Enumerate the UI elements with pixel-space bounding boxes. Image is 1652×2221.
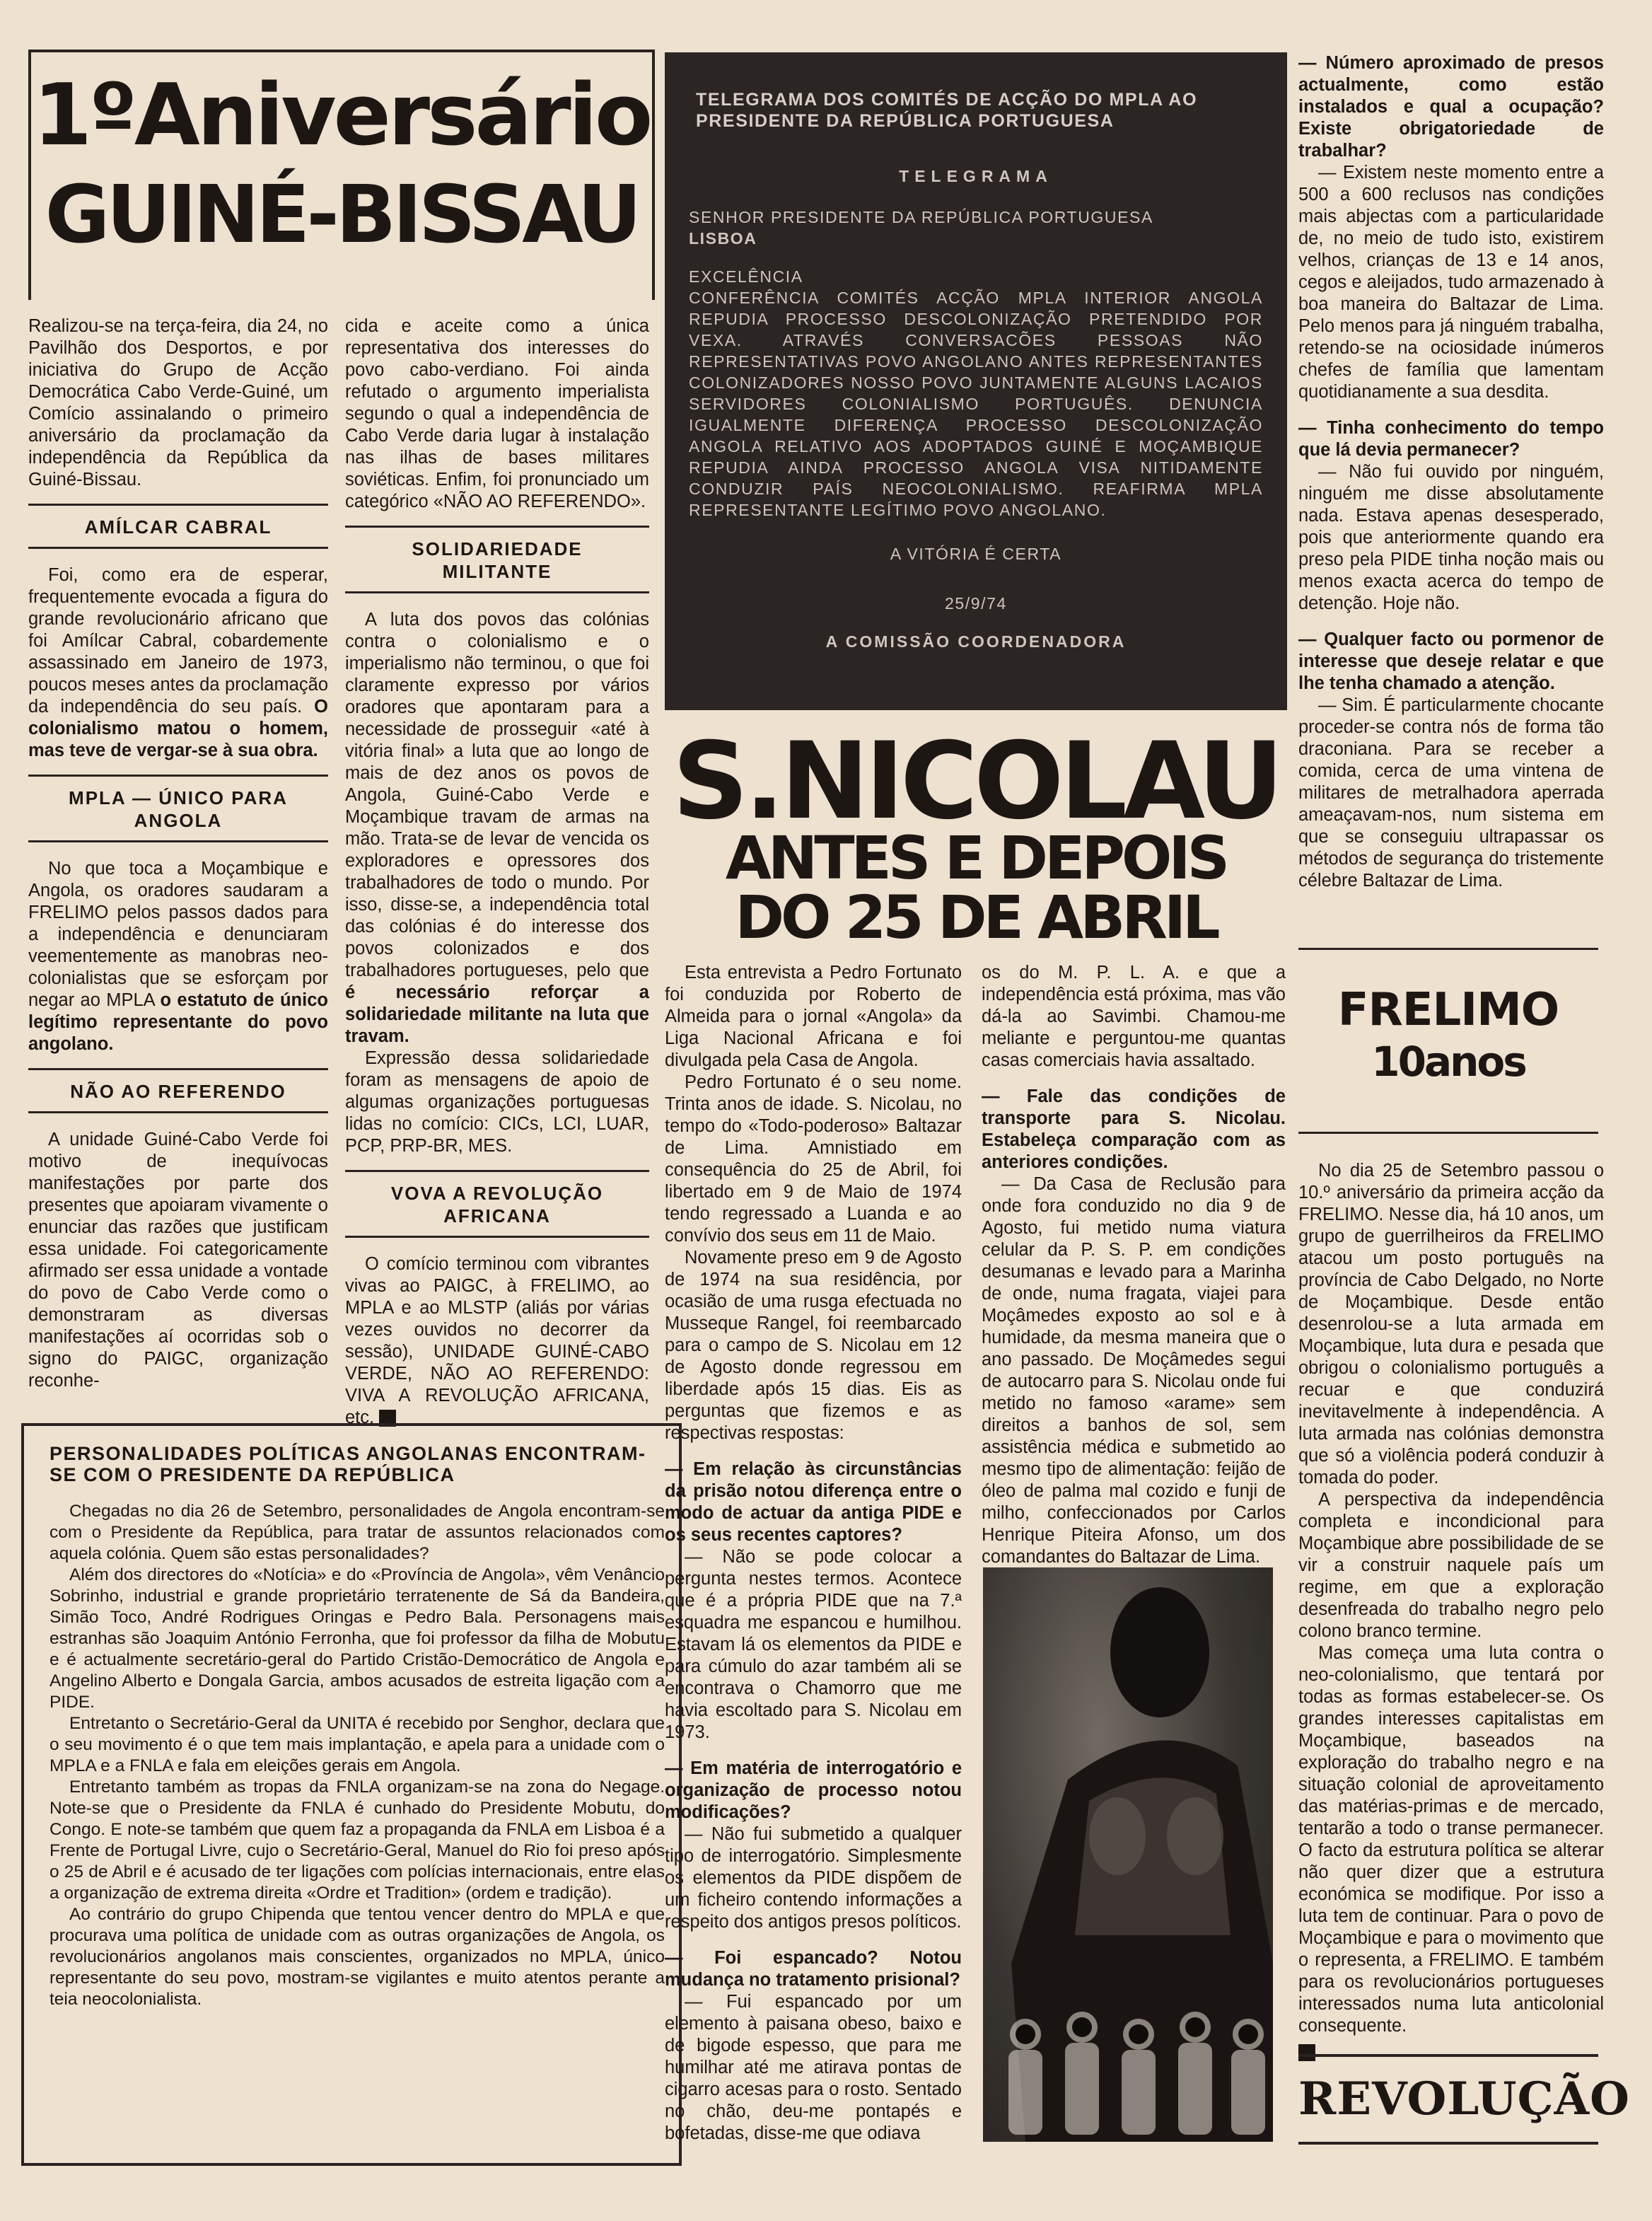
guine-intro: Realizou-se na terça-feira, dia 24, no Pavilhão dos Desportos, e por iniciativa do Grupo de Acção Democrática Cabo Verde-Guiné, um Comício assinalando o primeiro aniversário da proclamação da independência da República da Guiné-Bissau. [28, 316, 328, 489]
nicolau-c1-a3: — Fui espancado por um elemento à paisana obeso, baixo e de bigode espesso, que para me humilhar até me atirava pontas de cigarro acesas para o rosto. Sentado no chão, deu-me pontapés e bofetadas, disse-me que odiava [665, 1992, 962, 2143]
nicolau-c3-a3: — Sim. É particularmente chocante proceder-se contra nós de forma tão draconiana. Para se receber a comida, cerca de uma vintena de militares de metralhadora aperrada ameaçavam-nos, num sistema em que se conseguiu ultrapassar os métodos de segurança do tristemente célebre Baltazar de Lima. [1298, 695, 1604, 891]
guine-sec5-text: O comício terminou com vibrantes vivas ao PAIGC, à FRELIMO, ao MPLA e ao MLSTP (aliás por várias vezes ouvidos no decorrer da sessão), UNIDADE GUINÉ-CABO VERDE, NÃO AO REFERENDO: VIVA A REVOLUÇÃO AFRICANA, etc. [345, 1254, 649, 1427]
nicolau-col2 [982, 962, 1286, 1568]
guine-sec4-text2: Expressão dessa solidariedade foram as mensagens de apoio de algumas organizações portuguesas lidas no comício: CICs, LCI, LUAR, PCP, PRP-BR, MES. [345, 1048, 649, 1156]
guine-sec5-title: VOVA A REVOLUÇÃO AFRICANA [345, 1170, 649, 1238]
frelimo-bottom-rule [1298, 1132, 1598, 1134]
nicolau-c2-q1: — Fale das condições de transporte para S. Nicolau. Estabeleça comparação com as anteriores condições. [982, 1086, 1286, 1172]
telegrama-addressee: SENHOR PRESIDENTE DA REPÚBLICA PORTUGUESA [689, 208, 1153, 226]
personalidades-p4: Entretanto também as tropas da FNLA organizam-se na zona do Negage. Note-se que o Presidente da FNLA é cunhado do Presidente Mobutu, do Congo. E note-se também que quem faz a propaganda da FNLA em Lisboa é a Frente de Portugal Livre, cujo o Secretário-Geral, Manuel do Rio foi preso após o 25 de Abril e é acusado de ter ligações com polícias internacionais, entre elas a organização de extrema direita «Ordre et Tradition» (ordem e tradição). [50, 1778, 665, 1903]
guine-col2 [345, 315, 649, 1429]
nicolau-c2-a1: — Da Casa de Reclusão para onde fora conduzido no dia 9 de Agosto, fui metido numa viatura celular da P. S. P. em condições desumanas e levado para a Marinha de onde, numa fragata, viajei para Moçâmedes exposto ao sol e à humidade, da mesma maneira que o ano passado. De Moçâmedes segui de autocarro para S. Nicolau onde fui metido no famoso «arame» sem direitos a banhos de sol, sem assistência médica e submetido ao mesmo tipo de alimentação: feijão de óleo de palma mal cozido e funji de milho, confeccionados por Carlos Henrique Piteira Afonso, um dos comandantes do Baltazar de Lima. [982, 1174, 1286, 1567]
personalidades-p2: Além dos directores do «Notícia» e do «Província de Angola», vêm Venâncio Sobrinho, industrial e grande proprietário terratenente de Sá da Bandeira, Simão Toco, André Rodrigues Oringas e Pedro Bala. Personagens mais estranhas são Joaquim António Ferronha, que foi professor da filha de Mobutu e é actualmente secretário-geral do Partido Cristão-Democrático de Angola e Angelino Alberto e Dongala Garcia, ambos acusados de estreita ligação com a PIDE. [50, 1565, 665, 1712]
nicolau-c1-p1: Esta entrevista a Pedro Fortunato foi conduzida por Roberto de Almeida para o jornal «Angola» da Liga Nacional Africana e foi divulgada pela Casa de Angola. [665, 963, 962, 1070]
nicolau-c3-a2: — Não fui ouvido por ninguém, ninguém me disse absolutamente nada. Estava apenas desesperado, pois que anteriormente quando era preso pela PIDE tinha noção mais ou menos exacta acerca do tempo de detenção. Hoje não. [1298, 462, 1604, 613]
guine-sec4-text: A luta dos povos das colónias contra o colonialismo e o imperialismo não terminou, o que foi claramente expresso por vários oradores que apontaram para a necessidade de prosseguir «até à vitória final» a luta que ao longo de mais de dez anos os povos de Angola, Guiné-Cabo Verde e Moçambique travam de armas na mão. Trata-se de levar de vencida os exploradores e opressores dos trabalhadores de todo o mundo. Por isso, disse-se, a independência total das colónias é do interesse dos povos colonizados e dos trabalhadores portugueses, pelo que é necessário reforçar a solidariedade militante na luta que travam. [345, 610, 649, 1046]
telegrama-salutation: EXCELÊNCIA [689, 267, 803, 286]
telegrama-body: CONFERÊNCIA COMITÉS ACÇÃO MPLA INTERIOR ANGOLA REPUDIA PROCESSO DESCOLONIZAÇÃO PRETENDIDO POR VEXA. ATRAVÉS CONVERSACÕES PESSOAS NÃO REPRESENTATIVAS POVO ANGOLANO ANTES REPRESENTANTES COLONIZADORES NOSSO POVO JUNTAMENTE ALGUNS LACAIOS SERVIDORES COLONIALISMO PORTUGUÊS. DENUNCIA IGUALMENTE DIFERENÇA PROCESSO DESCOLONIZAÇÃO ANGOLA RELATIVO AOS ADOPTADOS GUINÉ E MOÇAMBIQUE REPUDIA AINDA PROCESSO ANGOLA VISA NITIDAMENTE CONDUZIR PAÍS NEOCOLONIALISMO. REAFIRMA MPLA REPRESENTANTE LEGÍTIMO POVO ANGOLANO. [689, 289, 1263, 519]
nicolau-c3-q3: — Qualquer facto ou pormenor de interesse que deseje relatar e que lhe tenha chamado a atenção. [1298, 630, 1604, 693]
nicolau-c1-a1: — Não se pode colocar a pergunta nestes termos. Acontece que é a própria PIDE que na 7.ª esquadra me espancou e humilhou. Estavam lá os elementos da PIDE e para cúmulo do azar também ali se encontrava o Chamorro que me havia escoltado para S. Nicolau em 1973. [665, 1547, 962, 1742]
personalidades-p5: Ao contrário do grupo Chipenda que tentou vencer dentro do MPLA e que procurava uma política de unidade com as outras organizações de Angola, os revolucionários angolanos mais conscientes, organizados no MPLA, único representante do seu povo, mostram-se vigilantes e muito atentos perante a teia neocolonialista. [50, 1905, 665, 2009]
telegrama-label: TELEGRAMA [899, 167, 1053, 185]
guine-sec3-text: A unidade Guiné-Cabo Verde foi motivo de inequívocas manifestações por parte dos presentes que apoiaram vivamente o enunciar das razões que justificam essa unidade. Foi categoricamente afirmado ser essa unidade a vontade do povo de Cabo Verde como o demonstraram as diversas manifestações aí ocorridas sob o signo do PAIGC, organização reconhe- [28, 1130, 328, 1391]
telegrama-signature: A COMISSÃO COORDENADORA [825, 632, 1127, 651]
guine-sec1-text: Foi, como era de esperar, frequentemente evocada a figura do grande revolucionário africano que foi Amílcar Cabral, cobardemente assassinado em Janeiro de 1973, poucos meses antes da proclamação da independência do seu país. O colonialismo matou o homem, mas teve de vergar-se à sua obra. [28, 565, 328, 760]
guine-sec2-text: No que toca a Moçambique e Angola, os oradores saudaram a FRELIMO pelos passos dados para a independência e denunciaram veementemente as manobras neo-colonialistas que se esforçam por negar ao MPLA o estatuto de único legítimo representante do povo angolano. [28, 859, 328, 1054]
guine-title-box [28, 50, 655, 300]
frelimo-p3: Mas começa uma luta contra o neo-colonialismo, que tentará por todas as formas estabelecer-se. Os grandes interesses capitalistas em Moçambique, baseados na exploração do trabalho negro e na situação colonial de aproveitamento das matérias-primas e de mercado, tentarão a todo o transe permanecer. O facto da estrutura política se alterar não quer dizer que a estrutura económica se modifique. Por isso a luta tem de continuar. Para o povo de Moçambique e para o movimento que o representa, a FRELIMO. E também para os revolucionários portugueses interessados numa luta anticolonial consequente. [1298, 1643, 1604, 2036]
nicolau-subtitle2: DO 25 DE ABRIL [735, 883, 1217, 952]
nicolau-c1-q2: — Em matéria de interrogatório e organização de processo notou modificações? [665, 1758, 962, 1822]
guine-col1 [28, 315, 328, 1392]
telegrama-date: 25/9/74 [945, 594, 1007, 613]
guine-sec4-title: SOLIDARIEDADE MILITANTE [345, 526, 649, 593]
nicolau-c1-a2: — Não fui submetido a qualquer tipo de interrogatório. Simplesmente os elementos da PIDE dispõem de um ficheiro contendo informações a respeito dos antigos presos políticos. [665, 1824, 962, 1932]
frelimo-title2: 10anos [1371, 1038, 1525, 1086]
personalidades-title: PERSONALIDADES POLÍTICAS ANGOLANAS ENCONTRAM-SE COM O PRESIDENTE DA REPÚBLICA [50, 1443, 646, 1485]
nicolau-col1 [665, 962, 962, 2145]
guine-sec1-title: AMÍLCAR CABRAL [28, 504, 328, 549]
guine-col2-cont: cida e aceite como a única representativa dos interesses do povo cabo-verdiano. Foi ainda refutado o argumento imperialista segundo o qual a independência de Cabo Verde daria lugar à instalação nas ilhas de bases militares soviéticas. Enfim, foi pronunciado um categórico «NÃO AO REFERENDO». [345, 316, 649, 511]
prisoner-photo [983, 1567, 1273, 2142]
nicolau-c3-q1: — Número aproximado de presos actualmente, como estão instalados e qual a ocupação? Existe obrigatoriedade de trabalhar? [1298, 53, 1604, 161]
personalidades-p1: Chegadas no dia 26 de Setembro, personalidades de Angola encontram-se com o Presidente da República, para tratar de assuntos relacionados com aquela colónia. Quem são estas personalidades? [50, 1502, 665, 1563]
frelimo-col [1298, 1160, 1604, 2063]
guine-sec3-title: NÃO AO REFERENDO [28, 1068, 328, 1113]
nicolau-c1-p3: Novamente preso em 9 de Agosto de 1974 na sua residência, por ocasião de uma rusga efectuada no Musseque Rangel, foi reembarcado para o campo de S. Nicolau em 12 de Agosto donde regressou em liberdade após 15 dias. Eis as perguntas que fizemos e as respectivas respostas: [665, 1248, 962, 1443]
guine-sec2-title: MPLA — ÚNICO PARA ANGOLA [28, 775, 328, 842]
frelimo-p1: No dia 25 de Setembro passou o 10.º aniversário da primeira acção da FRELIMO. Nesse dia, há 10 anos, um grupo de guerrilheiros da FRELIMO atacou um posto português na província de Cabo Delgado, no Norte de Moçambique. Desde então desenrolou-se a luta armada em Moçambique, luta dura e pesada que obrigou o colonialismo português a recuar e que conduzirá inevitavelmente à independência. A luta armada nas colónias demonstra que só a violência poderá conduzir à tomada do poder. [1298, 1161, 1604, 1488]
telegrama-box [665, 52, 1287, 710]
nicolau-c1-p2: Pedro Fortunato é o seu nome. Trinta anos de idade. S. Nicolau, no tempo do «Todo-poderoso» Baltazar de Lima. Amnistiado em consequência do 25 de Abril, foi libertado em 9 de Maio de 1974 tendo regressado a Luanda e ao convívio dos seus em 11 de Maio. [665, 1072, 962, 1246]
personalidades-box [21, 1423, 682, 2166]
guine-title-line2: GUINÉ-BISSAU [45, 169, 639, 261]
nicolau-c1-q1: — Em relação às circunstâncias da prisão notou diferença entre o modo de actuar da antiga PIDE e os seus recentes captores? [665, 1459, 962, 1545]
telegrama-motto: A VITÓRIA É CERTA [890, 545, 1062, 563]
telegrama-city: LISBOA [689, 229, 757, 248]
nicolau-c2-p1: os do M. P. L. A. e que a independência está próxima, mas vão dá-la ao Savimbi. Chamou-me meliante e perguntou-me quantas casas comerciais havia assaltado. [982, 963, 1286, 1070]
frelimo-top-rule [1298, 948, 1598, 950]
frelimo-p2: A perspectiva da independência completa e incondicional para Moçambique abre possibilidade de se vir a construir naquele país um regime, em que a exploração desenfreada do trabalho negro pelo colono branco termine. [1298, 1490, 1604, 1641]
nicolau-c3-a1: — Existem neste momento entre a 500 a 600 reclusos nas condições mais abjectas com a particularidade de, no meio de tudo isto, existirem velhos, crianças de 13 e 14 anos, cegos e aleijados, tudo armazenado à boa maneira do Baltazar de Lima. Pelo menos para já ninguém trabalha, retendo-se na ociosidade inúmeros chefes de família que lamentam quotidianamente a sua desdita. [1298, 163, 1604, 402]
nicolau-col3 [1298, 52, 1604, 892]
nicolau-c1-q3: — Foi espancado? Notou mudança no tratamento prisional? [665, 1948, 962, 1990]
nicolau-title: S.NICOLAU [672, 720, 1280, 843]
personalidades-p3: Entretanto o Secretário-Geral da UNITA é recebido por Senghor, declara que o seu movimento é o que tem mais implantação, e apela para a unidade com o MPLA e a FNLA e fala em eleições gerais em Angola. [50, 1714, 665, 1775]
frelimo-title1: FRELIMO [1337, 984, 1559, 1036]
masthead-box [1298, 2054, 1630, 2145]
masthead-title: REVOLUÇÃO [1298, 2072, 1630, 2126]
telegrama-header: TELEGRAMA DOS COMITÉS DE ACÇÃO DO MPLA AO PRESIDENTE DA REPÚBLICA PORTUGUESA [696, 90, 1198, 131]
prisoner-photo-illustration [983, 1567, 1273, 2142]
guine-title-line1: 1ºAniversário [33, 66, 651, 165]
nicolau-subtitle1: ANTES E DEPOIS [725, 823, 1227, 893]
nicolau-c3-q2: — Tinha conhecimento do tempo que lá devia permanecer? [1298, 418, 1604, 460]
